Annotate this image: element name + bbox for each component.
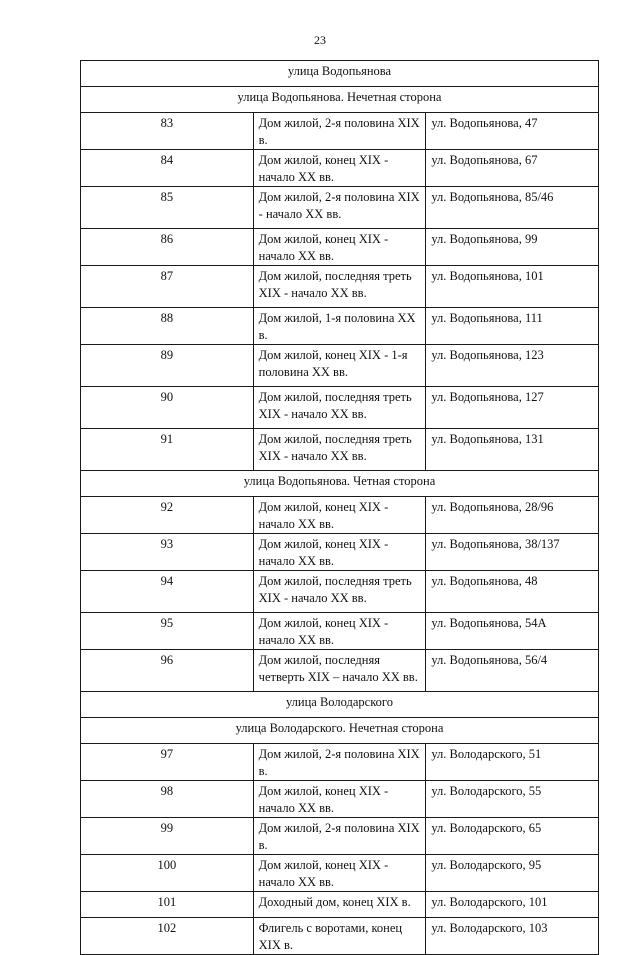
object-name: Флигель с воротами, конец XIX в. <box>253 918 426 955</box>
section-header-row <box>81 61 599 87</box>
object-name: Дом жилой, 1-я половина XX в. <box>253 308 426 345</box>
object-number: 89 <box>81 345 254 387</box>
table-row <box>81 613 599 650</box>
object-address: ул. Водопьянова, 123 <box>426 345 599 387</box>
object-address: ул. Водопьянова, 67 <box>426 150 599 187</box>
object-number: 85 <box>81 187 254 229</box>
object-number: 92 <box>81 497 254 534</box>
table-row <box>81 150 599 187</box>
object-address: ул. Водопьянова, 99 <box>426 229 599 266</box>
object-name: Дом жилой, 2-я половина XIX в. <box>253 113 426 150</box>
table-row <box>81 571 599 613</box>
object-number: 86 <box>81 229 254 266</box>
object-address: ул. Водопьянова, 131 <box>426 429 599 471</box>
table-row <box>81 534 599 571</box>
table-row <box>81 345 599 387</box>
section-title: улица Водопьянова. Четная сторона <box>81 471 599 497</box>
object-number: 98 <box>81 781 254 818</box>
object-address: ул. Володарского, 65 <box>426 818 599 855</box>
section-title: улица Володарского. Нечетная сторона <box>81 718 599 744</box>
object-address: ул. Володарского, 95 <box>426 855 599 892</box>
object-name: Дом жилой, 2-я половина XIX в. <box>253 818 426 855</box>
table-row <box>81 918 599 955</box>
object-address: ул. Водопьянова, 28/96 <box>426 497 599 534</box>
table-row <box>81 113 599 150</box>
object-number: 83 <box>81 113 254 150</box>
table-row <box>81 229 599 266</box>
object-number: 84 <box>81 150 254 187</box>
object-address: ул. Водопьянова, 48 <box>426 571 599 613</box>
object-name: Дом жилой, последняя четверть XIX – начало XX вв. <box>253 650 426 692</box>
object-name: Дом жилой, конец XIX - 1-я половина XX вв. <box>253 345 426 387</box>
table-row <box>81 387 599 429</box>
object-address: ул. Водопьянова, 54А <box>426 613 599 650</box>
object-name: Дом жилой, 2-я половина XIX в. <box>253 744 426 781</box>
object-address: ул. Володарского, 51 <box>426 744 599 781</box>
object-name: Дом жилой, последняя треть XIX - начало XX вв. <box>253 387 426 429</box>
object-number: 87 <box>81 266 254 308</box>
object-name: Доходный дом, конец XIX в. <box>253 892 426 918</box>
object-address: ул. Володарского, 101 <box>426 892 599 918</box>
object-address: ул. Водопьянова, 47 <box>426 113 599 150</box>
object-name: Дом жилой, конец XIX - начало XX вв. <box>253 229 426 266</box>
table-row <box>81 744 599 781</box>
object-number: 91 <box>81 429 254 471</box>
section-header-row <box>81 471 599 497</box>
object-name: Дом жилой, конец XIX - начало XX вв. <box>253 497 426 534</box>
object-address: ул. Володарского, 103 <box>426 918 599 955</box>
object-name: Дом жилой, конец XIX - начало XX вв. <box>253 534 426 571</box>
object-name: Дом жилой, конец XIX - начало XX вв. <box>253 613 426 650</box>
object-number: 97 <box>81 744 254 781</box>
object-address: ул. Володарского, 55 <box>426 781 599 818</box>
heritage-register-table <box>80 60 599 955</box>
object-name: Дом жилой, последняя треть XIX - начало XX вв. <box>253 429 426 471</box>
object-address: ул. Водопьянова, 101 <box>426 266 599 308</box>
page-number: 23 <box>314 33 326 47</box>
table-row <box>81 187 599 229</box>
object-number: 90 <box>81 387 254 429</box>
table-row <box>81 855 599 892</box>
object-name: Дом жилой, конец XIX - начало XX вв. <box>253 855 426 892</box>
object-number: 93 <box>81 534 254 571</box>
object-address: ул. Водопьянова, 127 <box>426 387 599 429</box>
object-number: 95 <box>81 613 254 650</box>
object-number: 96 <box>81 650 254 692</box>
section-header-row <box>81 718 599 744</box>
object-number: 101 <box>81 892 254 918</box>
object-number: 99 <box>81 818 254 855</box>
table-row <box>81 781 599 818</box>
table-row <box>81 497 599 534</box>
section-title: улица Водопьянова <box>81 61 599 87</box>
object-number: 94 <box>81 571 254 613</box>
object-name: Дом жилой, 2-я половина XIX - начало XX вв. <box>253 187 426 229</box>
object-address: ул. Водопьянова, 56/4 <box>426 650 599 692</box>
object-number: 88 <box>81 308 254 345</box>
object-address: ул. Водопьянова, 111 <box>426 308 599 345</box>
object-number: 102 <box>81 918 254 955</box>
section-title: улица Володарского <box>81 692 599 718</box>
object-name: Дом жилой, последняя треть XIX - начало XX вв. <box>253 571 426 613</box>
object-name: Дом жилой, последняя треть XIX - начало XX вв. <box>253 266 426 308</box>
table-row <box>81 818 599 855</box>
table-row <box>81 429 599 471</box>
section-title: улица Водопьянова. Нечетная сторона <box>81 87 599 113</box>
table-row <box>81 266 599 308</box>
object-number: 100 <box>81 855 254 892</box>
object-address: ул. Водопьянова, 38/137 <box>426 534 599 571</box>
section-header-row <box>81 87 599 113</box>
section-header-row <box>81 692 599 718</box>
object-name: Дом жилой, конец XIX - начало XX вв. <box>253 781 426 818</box>
table-row <box>81 308 599 345</box>
object-address: ул. Водопьянова, 85/46 <box>426 187 599 229</box>
object-name: Дом жилой, конец XIX - начало XX вв. <box>253 150 426 187</box>
table-body <box>81 61 599 955</box>
table-row <box>81 650 599 692</box>
